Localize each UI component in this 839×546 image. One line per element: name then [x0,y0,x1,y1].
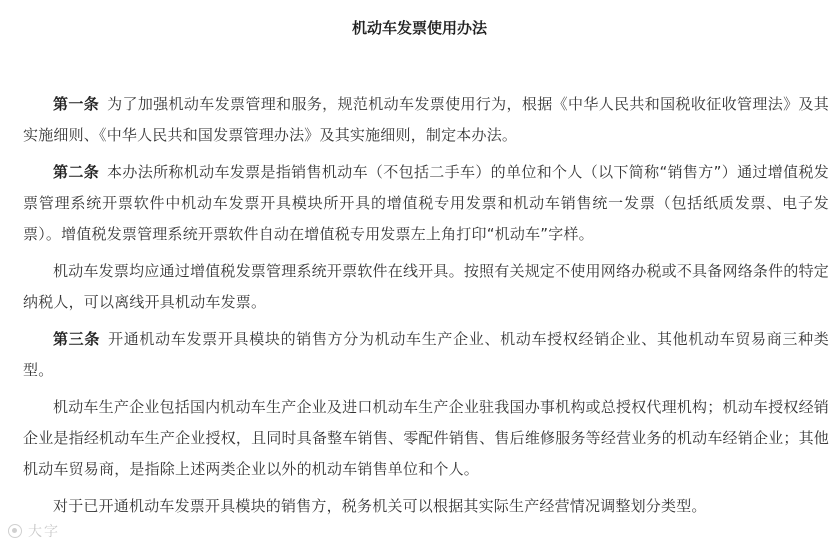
article-3-adjustment-paragraph [23,491,829,522]
article-1-paragraph [23,89,829,151]
document-title: 机动车发票使用办法 [351,19,487,37]
document-body [23,89,829,528]
watermark [8,521,60,541]
logo-icon [8,524,22,538]
article-3-heading: 第三条 [53,330,101,348]
article-2-continuation-text: 机动车发票均应通过增值税发票管理系统开票软件在线开具。按照有关规定不使用网络办税或不具备网络条件的特定纳税人，可以离线开具机动车发票。 [23,262,829,311]
article-1-heading: 第一条 [53,95,100,113]
article-3-adjustment-text: 对于已开通机动车发票开具模块的销售方，税务机关可以根据其实际生产经营情况调整划分类型。 [53,497,707,515]
article-2-paragraph [23,157,829,250]
article-2-heading: 第二条 [53,163,100,181]
article-2-continuation-paragraph [23,256,829,318]
article-3-text: 开通机动车发票开具模块的销售方分为机动车生产企业、机动车授权经销企业、其他机动车贸易商三种类型。 [23,330,829,379]
article-3-definition-text: 机动车生产企业包括国内机动车生产企业及进口机动车生产企业驻我国办事机构或总授权代理机构；机动车授权经销企业是指经机动车生产企业授权，且同时具备整车销售、零配件销售、售后维修服务等经营业务的机动车经销企业；其他机动车贸易商，是指除上述两类企业以外的机动车销售单位和个人。 [23,398,829,478]
article-1-text: 为了加强机动车发票管理和服务，规范机动车发票使用行为，根据《中华人民共和国税收征收管理法》及其实施细则、《中华人民共和国发票管理办法》及其实施细则，制定本办法。 [23,95,829,144]
watermark-text: 大字 [28,524,60,540]
article-3-definition-paragraph [23,392,829,485]
article-2-text: 本办法所称机动车发票是指销售机动车（不包括二手车）的单位和个人（以下简称“销售方”）通过增值税发票管理系统开票软件中机动车发票开具模块所开具的增值税专用发票和机动车销售统一发票（包括纸质发票、电子发票）。增值税发票管理系统开票软件自动在增值税专用发票左上角打印“机动车”字样。 [23,163,829,243]
article-3-paragraph [23,324,829,386]
